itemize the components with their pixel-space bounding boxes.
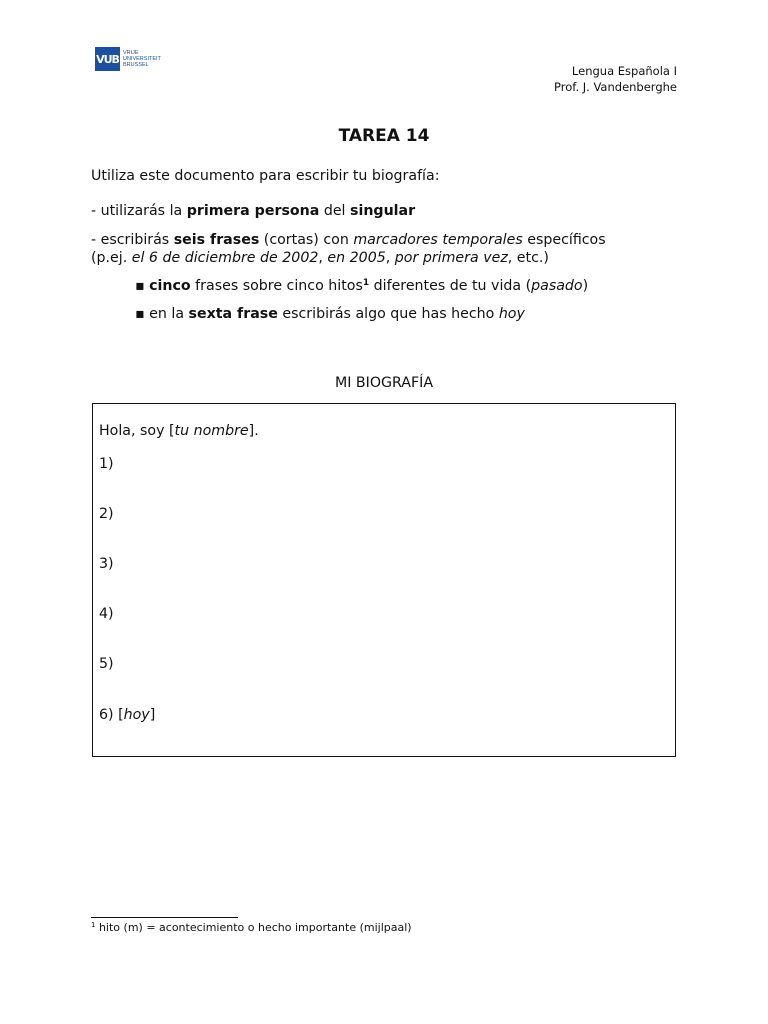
list-item-today: 6) [hoy] [99, 707, 156, 723]
list-item: 4) [99, 606, 114, 622]
bullet-icon: ▪ [135, 306, 150, 322]
vub-logo-mark: VUB [95, 47, 120, 71]
bullet-sixth-sentence: ▪ en la sexta frase escribirás algo que has hecho hoy [135, 306, 525, 322]
list-item: 1) [99, 456, 114, 472]
bullet-icon: ▪ [135, 278, 150, 294]
course-name: Lengua Española I [571, 64, 677, 78]
footnote-divider [91, 917, 238, 918]
professor-name: Prof. J. Vandenberghe [553, 80, 677, 94]
footnote: $^1$ hito (m) = acontecimiento o hecho importante (mijlpaal) [91, 921, 412, 934]
intro-text: Utiliza este documento para escribir tu biografía: [91, 168, 440, 184]
vub-logo [95, 47, 173, 71]
rule-first-person: - utilizarás la primera persona del singular [91, 203, 416, 219]
list-item: 3) [99, 556, 114, 572]
footnote-marker: 1 [362, 278, 370, 288]
vub-logo-text: VRIJE UNIVERSITEIT BRUSSEL [123, 50, 161, 68]
document-header [554, 63, 677, 95]
page-title: TAREA 14 [338, 126, 430, 146]
biography-box [92, 403, 676, 757]
bullet-five-sentences: ▪ cinco frases sobre cinco hitos$^1$ diferentes de tu vida (pasado) [135, 278, 589, 294]
rule-six-sentences: - escribirás seis frases (cortas) con marcadores temporales específicos (p.ej. el 6 de diciembre de 2002, en 2005, por primera vez, etc.) [91, 232, 606, 266]
list-item: 2) [99, 506, 114, 522]
list-item: 5) [99, 656, 114, 672]
section-title: MI BIOGRAFÍA [334, 375, 434, 391]
greeting-line: Hola, soy [tu nombre]. [99, 423, 259, 439]
footnote-number: 1 [91, 921, 96, 929]
